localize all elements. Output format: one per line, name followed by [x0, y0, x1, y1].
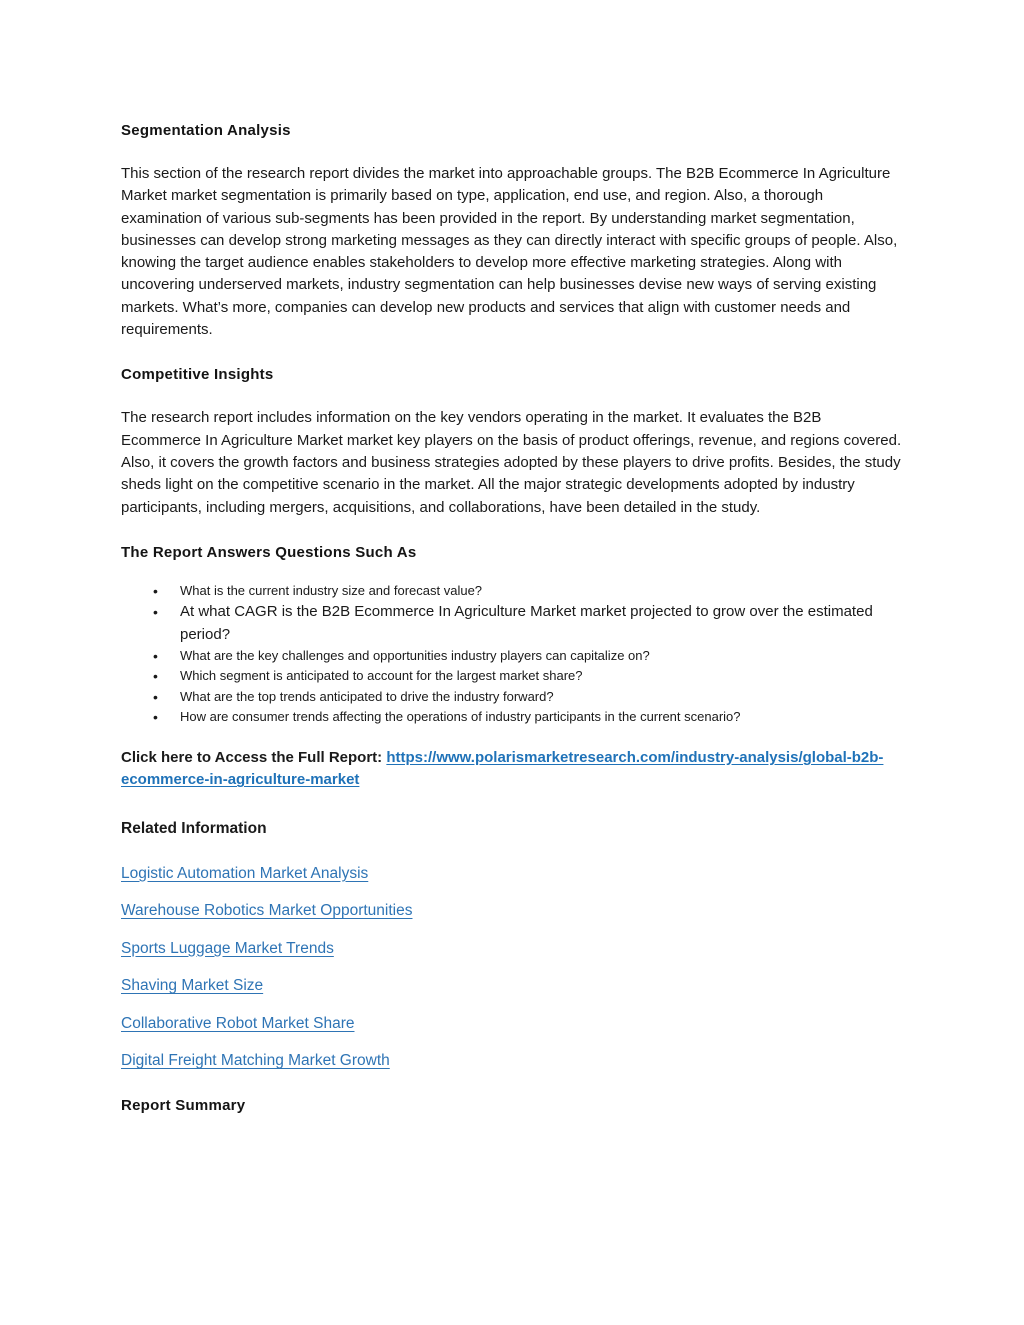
question-item: • What are the key challenges and opportunities industry players can capitalize on?	[121, 646, 904, 667]
heading-competitive-insights: Competitive Insights	[121, 366, 274, 384]
question-item: • How are consumer trends affecting the operations of industry participants in the current scenario?	[121, 707, 904, 728]
paragraph-competitive: The research report includes information on the key vendors operating in the market. It evaluates the B2B Ecommerce In Agriculture Market market key players on the basis of product offerings, revenue, and regions covered. Also, it covers the growth factors and business strategies adopted by these players to drive profits. Besides, the study sheds light on the competitive scenario in the market. All the major strategic developments adopted by industry participants, including mergers, acquisitions, and collaborations, have been detailed in the study.	[121, 409, 902, 516]
related-link-logistic-automation[interactable]: Logistic Automation Market Analysis	[121, 864, 369, 882]
heading-report-questions: The Report Answers Questions Such As	[121, 543, 417, 561]
heading-segmentation-analysis: Segmentation Analysis	[121, 122, 291, 139]
full-report-access-line	[121, 747, 904, 792]
questions-list	[121, 581, 904, 728]
question-item: • What are the top trends anticipated to drive the industry forward?	[121, 687, 904, 708]
question-item: • What is the current industry size and forecast value?	[121, 581, 904, 602]
related-link-sports-luggage[interactable]: Sports Luggage Market Trends	[121, 939, 334, 957]
related-link-collaborative-robot[interactable]: Collaborative Robot Market Share	[121, 1014, 355, 1032]
paragraph-segmentation: This section of the research report divides the market into approachable groups. The B2B Ecommerce In Agriculture Market market segmentation is primarily based on type, application, end use, and region. Also, a thorough examination of various sub-segments has been provided in the report. By understanding market segmentation, businesses can develop strong marketing messages as they can directly interact with specific groups of people. Also, knowing the target audience enables stakeholders to develop more effective marketing strategies. Along with uncovering underserved markets, industry segmentation can help businesses devise new ways of serving existing markets. What’s more, companies can develop new products and services that align with customer needs and requirements.	[121, 165, 898, 339]
heading-report-summary: Report Summary	[121, 1097, 246, 1115]
document-content	[121, 121, 904, 1116]
related-links-list	[121, 864, 904, 1072]
related-link-warehouse-robotics[interactable]: Warehouse Robotics Market Opportunities	[121, 902, 413, 920]
related-link-digital-freight[interactable]: Digital Freight Matching Market Growth	[121, 1052, 390, 1070]
full-report-label: Click here to Access the Full Report:	[121, 748, 383, 766]
question-item: • At what CAGR is the B2B Ecommerce In Agriculture Market market projected to grow over the estimated period?	[121, 601, 904, 646]
heading-related-information: Related Information	[121, 819, 267, 837]
question-item: • Which segment is anticipated to account for the largest market share?	[121, 666, 904, 687]
full-report-link[interactable]: https://www.polarismarketresearch.com/industry-analysis/global-b2b-ecommerce-in-agriculture-market	[121, 748, 884, 789]
related-link-shaving-market[interactable]: Shaving Market Size	[121, 977, 264, 995]
